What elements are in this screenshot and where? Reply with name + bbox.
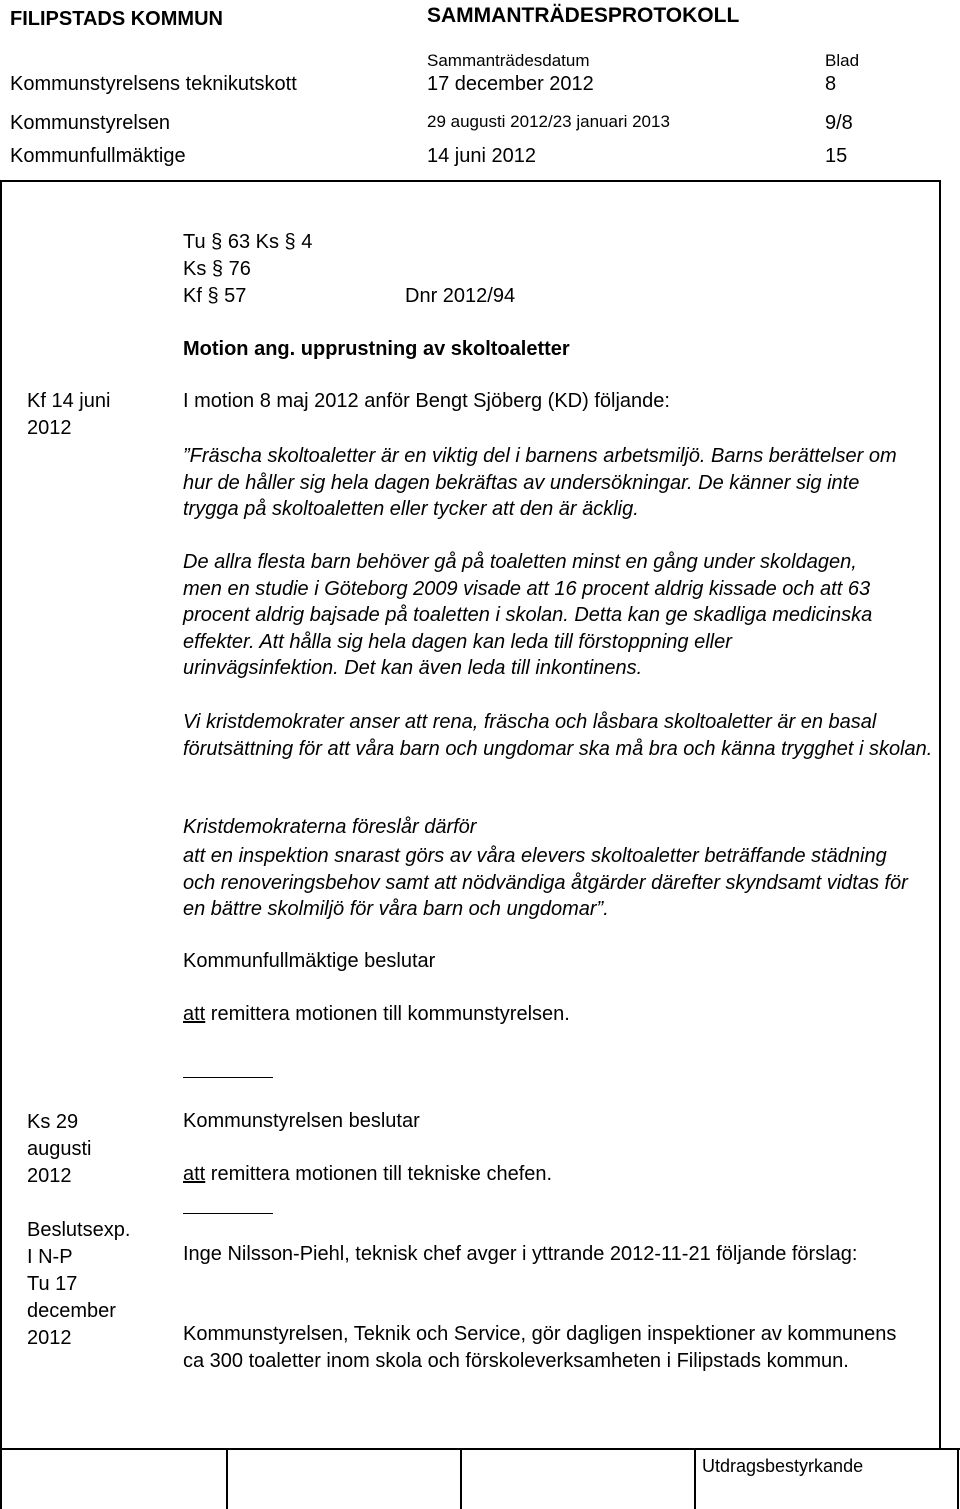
header-page-1: 8	[825, 73, 837, 95]
footer-divider-5	[957, 1448, 959, 1509]
ref-line-3: Kf § 57	[183, 285, 247, 307]
quote-paragraph-1: ”Fräscha skoltoaletter är en viktig del i barnens arbetsmiljö. Barns berättelser om hur de håller sig hela dagen bekräftas av undersökningar. De känner sig inte trygga på skoltoaletten eller tycker att den är äcklig.	[183, 445, 897, 521]
certification-label: Utdragsbestyrkande	[702, 1456, 864, 1476]
quote-proposal-head: Kristdemokraterna föreslår därför	[183, 816, 477, 838]
footer-divider-2	[226, 1448, 228, 1509]
header-body-2: Kommunstyrelsen	[10, 112, 171, 134]
section2-sidebar: Ks 29 augusti 2012 Beslutsexp. I N-P Tu 17 december 2012	[27, 1111, 131, 1349]
ref-line-2: Ks § 76	[183, 258, 251, 280]
board-decision-att: att	[183, 1163, 206, 1185]
diary-number: Dnr 2012/94	[405, 285, 516, 307]
quote-paragraph-3: Vi kristdemokrater anser att rena, fräscha och låsbara skoltoaletter är en basal förutsättning för att våra barn och ungdomar ska må bra och känna trygghet i skolan.	[183, 711, 933, 760]
header-page-3: 15	[825, 145, 848, 167]
statement-paragraph-2: Kommunstyrelsen, Teknik och Service, gör dagligen inspektioner av kommunens ca 300 toaletter inom skola och förskoleverksamheten i Filipstads kommun.	[183, 1323, 897, 1372]
motion-intro: I motion 8 maj 2012 anför Bengt Sjöberg (KD) följande:	[183, 390, 670, 412]
footer-divider-4	[694, 1448, 696, 1509]
board-decision-text: remittera motionen till tekniske chefen.	[205, 1163, 553, 1185]
frame-right	[939, 180, 941, 1450]
footer-divider-1	[0, 1448, 2, 1509]
separator-2	[183, 1213, 273, 1214]
decision-att: att	[183, 1003, 206, 1025]
board-decision-head: Kommunstyrelsen beslutar	[183, 1110, 420, 1132]
board-decision	[183, 1163, 552, 1186]
footer-rule	[0, 1448, 960, 1450]
header-rule	[0, 180, 941, 182]
header-body-1: Kommunstyrelsens teknikutskott	[10, 73, 297, 95]
quote-paragraph-2: De allra flesta barn behöver gå på toaletten minst en gång under skoldagen, men en studie i Göteborg 2009 visade att 16 procent aldrig kissade och att 63 procent aldrig bajsade på toaletten i skolan. Detta kan ge skadliga medicinska effekter. Att hålla sig hela dagen kan leda till förstoppning eller urinvägsinfektion. Det kan även leda till inkontinens.	[183, 551, 873, 680]
header-page-2: 9/8	[825, 112, 853, 134]
ref-line-1: Tu § 63 Ks § 4	[183, 231, 313, 253]
org-name: FILIPSTADS KOMMUN	[10, 8, 223, 30]
statement-paragraph-1: Inge Nilsson-Piehl, teknisk chef avger i yttrande 2012-11-21 följande förslag:	[183, 1243, 858, 1265]
footer-divider-3	[460, 1448, 462, 1509]
header-body-3: Kommunfullmäktige	[10, 145, 186, 167]
document-title: Motion ang. upprustning av skoltoaletter	[183, 338, 570, 360]
council-decision-head: Kommunfullmäktige beslutar	[183, 950, 436, 972]
page-column-label: Blad	[825, 51, 860, 70]
date-column-label: Sammanträdesdatum	[427, 51, 590, 70]
quote-proposal-body: att en inspektion snarast görs av våra elevers skoltoaletter beträffande städning och renoveringsbehov samt att nödvändiga åtgärder därefter skyndsamt vidtas för en bättre skolmiljö för våra barn och ungdomar”.	[183, 845, 908, 921]
header-date-1: 17 december 2012	[427, 73, 594, 95]
frame-left	[0, 180, 2, 1450]
header-date-3: 14 juni 2012	[427, 145, 536, 167]
decision-text: remittera motionen till kommunstyrelsen.	[205, 1003, 570, 1025]
header-date-2: 29 augusti 2012/23 januari 2013	[427, 112, 670, 131]
council-decision	[183, 1003, 570, 1026]
doc-type: SAMMANTRÄDESPROTOKOLL	[427, 4, 740, 27]
section1-sidebar: Kf 14 juni 2012	[27, 390, 111, 439]
separator-1	[183, 1077, 273, 1078]
